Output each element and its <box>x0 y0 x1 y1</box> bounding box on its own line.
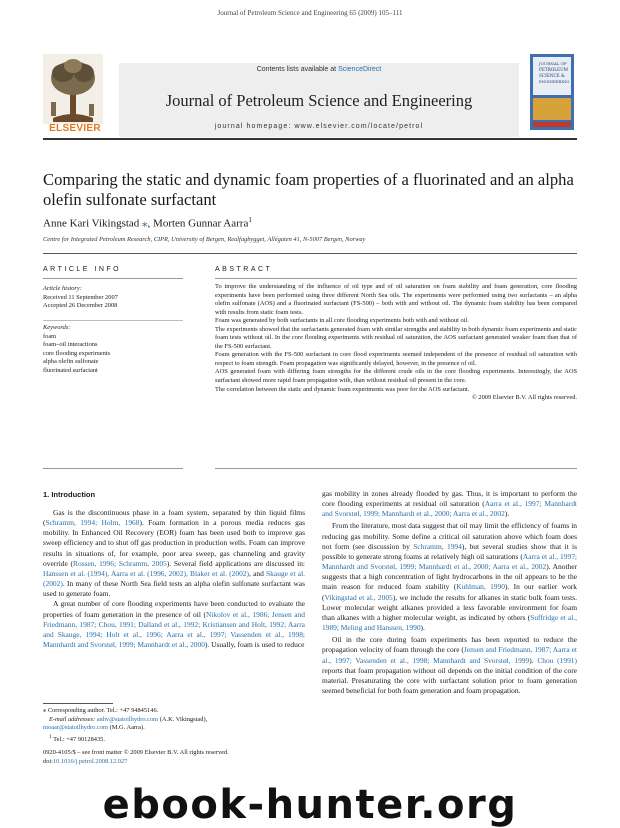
abstract-heading: ABSTRACT <box>215 266 273 273</box>
author-1: Anne Kari Vikingstad <box>43 217 140 230</box>
citation-link[interactable]: Vikingstad et al., 2005 <box>324 592 393 602</box>
journal-homepage <box>119 123 519 130</box>
footnotes <box>43 707 305 745</box>
keywords-label: Keywords: <box>43 324 71 331</box>
sciencedirect-link[interactable]: ScienceDirect <box>338 66 382 73</box>
body-column-right <box>322 489 577 696</box>
body-text: ). <box>420 623 425 633</box>
keyword: alpha olefin sulfonate <box>43 358 99 366</box>
citation-link[interactable]: Schramm, 1994; Holm, 1968 <box>45 518 140 528</box>
body-text: ). <box>504 509 510 519</box>
body-text: ). Several field applications are discussed in: <box>166 558 305 568</box>
footnote-mark: ⁎ <box>43 707 47 714</box>
body-paragraph <box>43 599 305 650</box>
author-2-footnote-mark: 1 <box>248 216 252 224</box>
contents-prefix: Contents lists available at <box>256 66 339 73</box>
elsevier-tree-logo <box>43 54 103 130</box>
cover-line-3: SCIENCE & <box>539 73 565 78</box>
footnote-emails-cont <box>43 724 305 733</box>
citation-link[interactable]: Rossen, 1996; Schramm, 2005 <box>73 558 167 568</box>
citation-link[interactable]: Suffridge et al., 1989; Meling and Hanssen, 1990 <box>322 612 577 633</box>
citation-link[interactable]: Chou (1991) <box>537 655 577 665</box>
footnote-mark: 1 <box>49 733 52 740</box>
running-head: Journal of Petroleum Science and Engineering 65 (2009) 105–111 <box>217 9 403 17</box>
abstract-bottom-rule <box>215 468 577 469</box>
body-text: A great number of core flooding experiments have been conducted to evaluate the properties of foam generation in the presence of oil ( <box>43 599 305 619</box>
journal-cover-thumbnail <box>530 54 574 130</box>
body-text: ). In our earlier work ( <box>322 582 577 602</box>
footnote-emails <box>43 716 305 725</box>
body-text: Oil in the core during foam experiments has been reported to reduce the propagation velocity of foam through the core ( <box>322 635 577 655</box>
article-info-heading: ARTICLE INFO <box>43 266 122 273</box>
author-2: Morten Gunnar Aarra <box>153 217 249 230</box>
accepted-date: Accepted 26 December 2008 <box>43 302 118 310</box>
cover-line-1: JOURNAL OF <box>539 61 567 66</box>
cover-line-2: PETROLEUM <box>539 67 568 72</box>
body-text: ), we include the results for alkanes in static bulk foam tests. Lower molecular weight alkanes provided a less favorable environment for foam than alkanes with a higher molecular weight, as indicated by others ( <box>322 592 577 622</box>
citation-link[interactable]: Aarra et al., 1997; Mannhardt and Svorstøl, 1999; Mannhardt et al., 2000; Aarra et al., 2002 <box>322 499 577 519</box>
abstract-paragraph: Foam generation with the FS-500 surfactant in core flood experiments seemed independent of the presence of residual oil saturation with respect to foam strength. Foam propagation was significantly delayed, however, in the presence of oil. <box>215 351 577 367</box>
watermark-text: ebook-hunter.org <box>102 782 518 828</box>
copyright-notice: © 2009 Elsevier B.V. All rights reserved. <box>471 394 577 402</box>
section-heading-introduction: 1. Introduction <box>43 490 96 499</box>
citation-link[interactable]: Skauge et al. (2002) <box>43 568 305 589</box>
body-paragraph <box>322 489 577 519</box>
affiliation: Centre for Integrated Petroleum Research, CIPR, University of Bergen, Realfagbygget, Allégaten 41, N-5007 Bergen, Norway <box>43 236 366 243</box>
body-text: gas mobility in zones already flooded by gas. Thus, it is important to perform the core flooding experiments at residual oil saturation ( <box>322 489 577 509</box>
abstract-paragraph: To improve the understanding of the influence of oil type and of oil saturation on foam stability and foam generation, core flooding experiments have been performed using three different North Sea oils. The experiments were performed using two surfactants – an alpha olefin sulfonate (AOS) and a fluorinated surfactant (FS-500) – both with and without oil. The dynamic foam stability has been compared with results from static foam tests. <box>215 283 577 316</box>
email-link[interactable]: moaar@statoilhydro.com <box>43 724 108 732</box>
publisher-name: ELSEVIER <box>49 123 101 134</box>
body-column-left <box>43 508 305 650</box>
abstract-paragraph: The correlation between the static and dynamic foam experiments was poor for the AOS surfactant. <box>215 385 470 393</box>
citation-link[interactable]: Hanssen et al. (1994), Aarra et al. (1996, 2002), Blaker et al. (2002) <box>43 568 249 578</box>
journal-title: Journal of Petroleum Science and Engineering <box>165 91 473 110</box>
body-text: From the literature, most data suggest that oil may limit the efficiency of foams in reducing gas mobility. Some define a critical oil saturation above which foam does not form (see discussion by <box>322 521 577 551</box>
body-text: ). <box>529 655 538 665</box>
body-text: reports that foam propagation without oil depends on the initial condition of the core material. Presaturating the core with surfactant solution prior to foam generation seemed beneficial for both foam generation and foam propagation. <box>322 665 577 695</box>
body-paragraph <box>322 635 577 696</box>
masthead-rule <box>43 138 577 140</box>
abstract-paragraph: AOS generated foam with differing foam strengths for the different crude oils in the core flooding experiments. Interestingly, the AOS surfactant showed more rapid foam propagation with, than without residual oil present in the core. <box>215 368 577 385</box>
email-owner: (A.K. Vikingstad), <box>158 715 208 723</box>
header-rule <box>43 253 577 254</box>
issn-line: 0920-4105/$ – see front matter © 2009 Elsevier B.V. All rights reserved. <box>43 749 229 756</box>
footnote-rule <box>43 703 113 704</box>
citation-link[interactable]: Aarra et al., 1997; Mannhardt and Svorstøl, 1999; Mannhardt et al., 2000; Aarra et al., 2002 <box>322 551 577 572</box>
body-text: ). Another suggests that a high concentration of light hydrocarbons in the oil appears to be the main reason for reduced foam stability ( <box>322 562 578 592</box>
body-text: ). Foam formation in a porous media reduces gas mobility. In Enhanced Oil Recovery (EOR) foam has been used both to improve gas sweep efficiency and to shut off gas production in production wells. Foam can improve results in situations of, for example, poor area sweep, gas channeling and gravity override ( <box>43 518 305 568</box>
article-info-divider <box>43 320 183 321</box>
cover-line-4: ENGINEERING <box>539 79 570 84</box>
citation-link[interactable]: Nikolov et al., 1986; Jensen and Friedmann, 1987; Chou, 1991; Dalland et al., 1992; Kristiansen and Holt, 1992; Aarra and Skauge, 1994; Holt et al., 1996; Aarra et al., 1997; Vassenden et al., 1998; Mannhardt and Svorstøl, 1999; Mannhardt et al., 2000 <box>43 609 306 650</box>
keyword: core flooding experiments <box>43 349 111 357</box>
abstract-paragraph: The experiments showed that the surfactants generated foam with similar strengths and stability in both dynamic foam experiments and static foam tests without oil. In the core flooding experiments with residual oil saturation, the AOS surfactant generated weaker foam than that of the FS-500 surfactant. <box>215 325 577 350</box>
doi-prefix: doi: <box>43 757 53 765</box>
footnote-text: Tel.: +47 90128435. <box>53 735 105 743</box>
doi-link[interactable]: 10.1016/j.petrol.2008.12.027 <box>52 757 128 765</box>
article-history <box>43 285 183 311</box>
contents-line <box>119 66 519 73</box>
email-link[interactable]: anhv@statoilhydro.com <box>96 715 159 723</box>
citation-link[interactable]: Kuhlman, 1990 <box>456 582 505 592</box>
article-info-rule <box>43 278 183 279</box>
history-label: Article history: <box>43 285 82 292</box>
abstract-paragraph: Foam was generated by both surfactants in all core flooding experiments both with and without oil. <box>215 317 469 325</box>
citation-link[interactable]: Jensen and Friedmann, 1987; Aarra et al., 1997; Vassenden et al., 1998; Mannhardt and Svorstøl, 1999 <box>322 645 577 665</box>
email-label: E-mail addresses: <box>49 715 96 723</box>
citation-link[interactable]: Schramm, 1994 <box>413 541 462 551</box>
abstract-body <box>215 283 577 403</box>
body-text: , and <box>248 568 267 578</box>
masthead-band <box>119 63 519 137</box>
author-list <box>43 216 577 230</box>
article-title: Comparing the static and dynamic foam properties of a fluorinated and an alpha olefin sulfonate surfactant <box>43 170 574 209</box>
keywords-block <box>43 324 183 376</box>
article-info-bottom-rule <box>43 468 183 469</box>
keyword: fluorinated surfactant <box>43 366 98 374</box>
body-paragraph <box>43 508 305 599</box>
body-text: Gas is the discontinuous phase in a foam system, separated by thin liquid films ( <box>43 508 305 528</box>
body-text: ), but several studies show that it is possible to generate strong foams at relatively high oil saturations ( <box>322 541 577 561</box>
footnote-text: Corresponding author. Tel.: +47 94845146. <box>47 707 159 714</box>
issn-block <box>43 749 305 766</box>
doi-line <box>43 758 305 767</box>
email-owner: (M.G. Aarra). <box>107 724 145 732</box>
body-paragraph <box>322 521 577 633</box>
homepage-prefix: journal homepage: <box>214 123 295 130</box>
author-separator: , <box>147 217 154 230</box>
author-1-footnote-mark[interactable]: ⁎ <box>142 217 148 230</box>
keyword: foam–oil interactions <box>43 341 98 349</box>
footnote-1 <box>43 733 305 745</box>
homepage-link[interactable]: www.elsevier.com/locate/petrol <box>294 123 424 130</box>
footnote-corresponding <box>43 707 305 716</box>
abstract-rule <box>215 278 577 279</box>
journal-masthead <box>43 49 577 137</box>
body-text: ). Usually, foam is used to reduce <box>204 640 305 650</box>
received-date: Received 11 September 2007 <box>43 293 118 301</box>
keyword: foam <box>43 332 57 340</box>
body-text: . In many of these North Sea field tests an alpha olefin sulfonate surfactant was used to generate foam. <box>43 579 305 599</box>
